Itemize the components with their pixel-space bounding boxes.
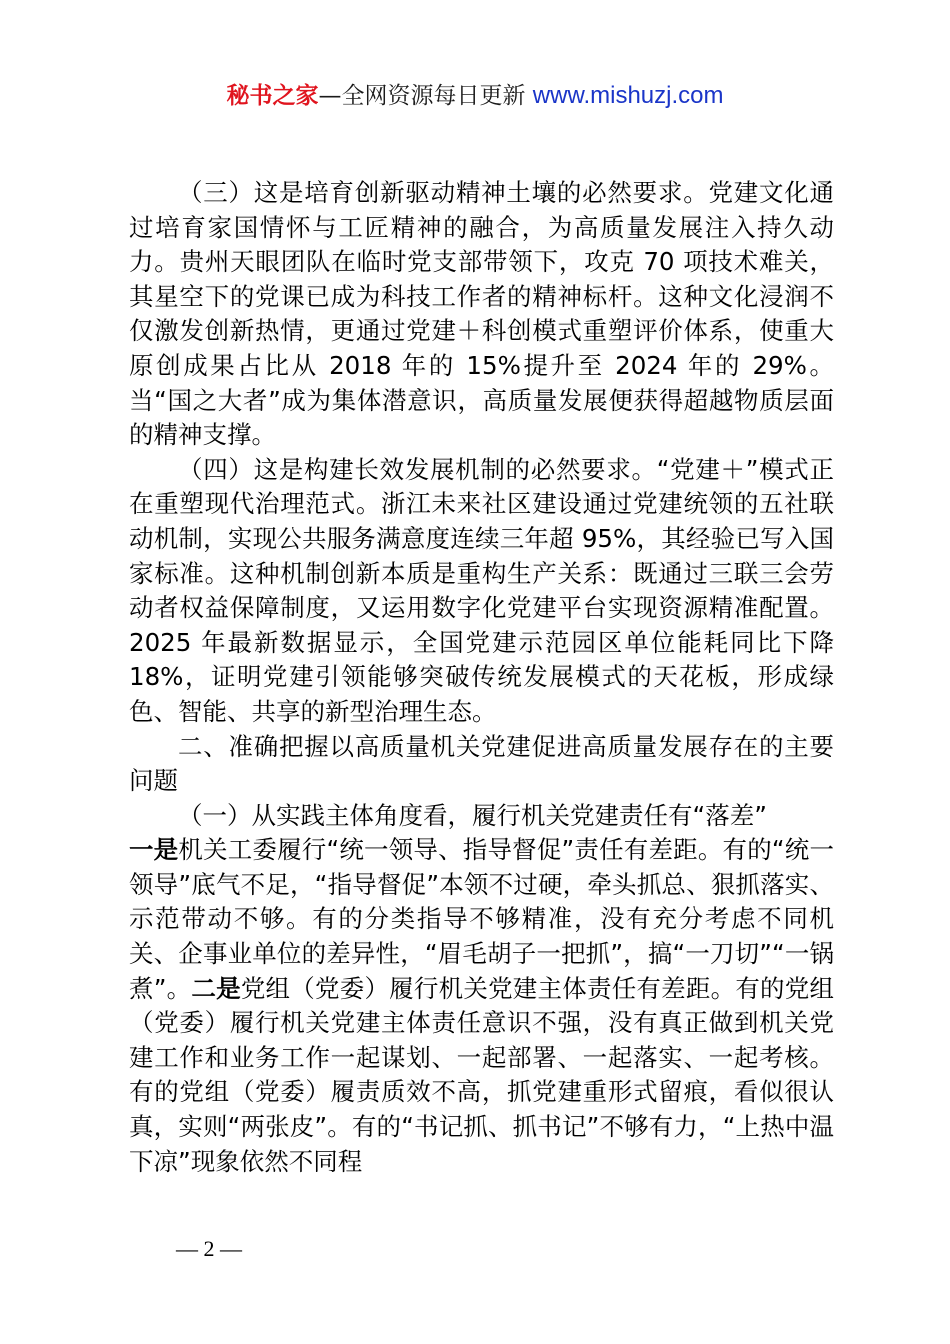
site-banner bbox=[0, 80, 950, 112]
point-one-text: 机关工委履行“统一领导、指导督促”责任有差距。有的“统一领导”底气不足，“指导督促”本领不过硬，牵头抓总、狠抓落实、示范带动不够。有的分类指导不够精准，没有充分考虑不同机关、企事业单位的差异性，“眉毛胡子一把抓”，搞“一刀切”“一锅煮”。 bbox=[129, 835, 834, 1003]
point-two-text: 党组（党委）履行机关党建主体责任有差距。有的党组（党委）履行机关党建主体责任意识不强，没有真正做到机关党建工作和业务工作一起谋划、一起部署、一起落实、一起考核。有的党组（党委）履责质效不高，抓党建重形式留痕，看似很认真，实则“两张皮”。有的“书记抓、抓书记”不够有力，“上热中温下凉”现象依然不同程 bbox=[129, 973, 834, 1176]
paragraph-section-3: （三）这是培育创新驱动精神土壤的必然要求。党建文化通过培育家国情怀与工匠精神的融合，为高质量发展注入持久动力。贵州天眼团队在临时党支部带领下，攻克 70 项技术难关，其星空下的党课已成为科技工作者的精神标杆。这种文化浸润不仅激发创新热情，更通过党建＋科创模式重塑评价体系，使重大原创成果占比从 2018 年的 15%提升至 2024 年的 29%。当“国之大者”成为集体潜意识，高质量发展便获得超越物质层面的精神支撑。 bbox=[129, 178, 834, 450]
document-body bbox=[129, 176, 834, 1179]
site-url-link[interactable]: www.mishuzj.com bbox=[532, 82, 724, 109]
point-two-label: 二是 bbox=[191, 973, 241, 1003]
paragraph-section-4: （四）这是构建长效发展机制的必然要求。“党建＋”模式正在重塑现代治理范式。浙江未来社区建设通过党建统领的五社联动机制，实现公共服务满意度连续三年超 95%，其经验已写入国家标准。这种机制创新本质是重构生产关系：既通过三联三会劳动者权益保障制度，又运用数字化党建平台实现资源精准配置。2025 年最新数据显示，全国党建示范园区单位能耗同比下降 18%，证明党建引领能够突破传统发展模式的天花板，形成绿色、智能、共享的新型治理生态。 bbox=[129, 454, 834, 726]
heading-section-two: 二、准确把握以高质量机关党建促进高质量发展存在的主要问题 bbox=[129, 731, 834, 796]
banner-slogan: —全网资源每日更新 bbox=[318, 83, 533, 109]
point-one-label: 一是 bbox=[129, 835, 179, 865]
paragraph-problems bbox=[129, 833, 834, 1179]
page-number: — 2 — bbox=[176, 1236, 242, 1261]
brand-name: 秘书之家 bbox=[226, 83, 319, 109]
subheading-practice-subject: （一）从实践主体角度看，履行机关党建责任有“落差” bbox=[178, 800, 767, 830]
